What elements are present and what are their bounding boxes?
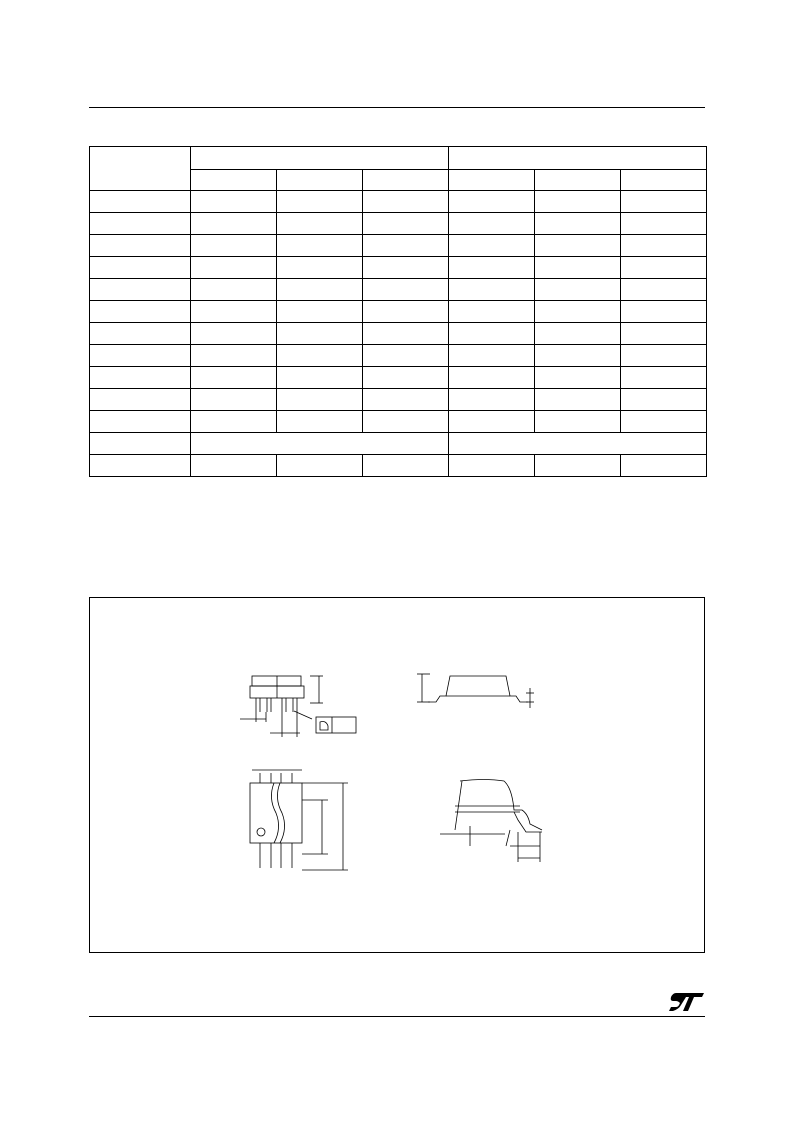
table-row xyxy=(90,323,707,345)
end-view xyxy=(240,676,356,737)
package-dimensions-table xyxy=(89,146,707,477)
subheader-cell xyxy=(449,170,535,191)
dimension-value-cell xyxy=(621,301,707,323)
dimension-value-cell xyxy=(277,213,363,235)
dimension-value-cell xyxy=(363,367,449,389)
dimension-value-cell xyxy=(363,235,449,257)
dimension-value-cell xyxy=(277,279,363,301)
dimension-value-cell xyxy=(449,367,535,389)
dimension-value-cell xyxy=(621,367,707,389)
table-row xyxy=(90,411,707,433)
table-header-row xyxy=(90,147,707,170)
table-row xyxy=(90,213,707,235)
st-logo-icon xyxy=(668,991,706,1013)
table-row xyxy=(90,367,707,389)
dimension-value-cell xyxy=(449,411,535,433)
dimension-value-cell xyxy=(535,279,621,301)
dimension-value-cell xyxy=(191,279,277,301)
dimension-value-cell xyxy=(621,389,707,411)
dimension-value-cell xyxy=(535,213,621,235)
dimension-value-cell xyxy=(363,455,449,477)
dimension-value-cell xyxy=(191,213,277,235)
dimension-value-cell xyxy=(277,455,363,477)
subheader-cell xyxy=(535,170,621,191)
dimension-label-cell xyxy=(90,433,191,455)
dimension-label-cell xyxy=(90,367,191,389)
dimension-value-cell xyxy=(191,191,277,213)
dimension-value-cell xyxy=(449,213,535,235)
dimension-value-cell xyxy=(621,455,707,477)
dimension-value-cell xyxy=(449,323,535,345)
table-row xyxy=(90,301,707,323)
table-row xyxy=(90,433,707,455)
dimension-value-cell xyxy=(363,213,449,235)
dimension-value-cell xyxy=(621,257,707,279)
dimension-value-cell xyxy=(191,345,277,367)
dimension-value-cell xyxy=(535,323,621,345)
table-row xyxy=(90,279,707,301)
dimension-label-cell xyxy=(90,213,191,235)
dimension-value-cell xyxy=(535,191,621,213)
dimension-label-cell xyxy=(90,389,191,411)
dimension-value-cell xyxy=(277,389,363,411)
dimension-value-cell xyxy=(535,235,621,257)
dimension-label-cell xyxy=(90,345,191,367)
dimension-value-cell xyxy=(191,235,277,257)
dimension-value-cell xyxy=(277,367,363,389)
dimension-label-cell xyxy=(90,191,191,213)
table-row xyxy=(90,455,707,477)
subheader-cell xyxy=(363,170,449,191)
dimension-value-cell xyxy=(449,455,535,477)
dimension-value-cell xyxy=(363,323,449,345)
dimension-value-cell xyxy=(191,433,449,455)
dimension-value-cell xyxy=(277,191,363,213)
dimension-value-cell xyxy=(449,257,535,279)
footer-rule xyxy=(89,1016,705,1017)
dimension-value-cell xyxy=(277,301,363,323)
side-view xyxy=(417,674,534,708)
dimension-value-cell xyxy=(277,235,363,257)
dimension-value-cell xyxy=(363,279,449,301)
dimension-value-cell xyxy=(535,257,621,279)
dimension-label-cell xyxy=(90,455,191,477)
dimension-value-cell xyxy=(449,345,535,367)
dimension-value-cell xyxy=(363,389,449,411)
mechanical-drawing-svg xyxy=(90,598,704,952)
dimension-value-cell xyxy=(191,389,277,411)
dimension-header-cell xyxy=(90,147,191,191)
dimension-value-cell xyxy=(277,257,363,279)
dimension-value-cell xyxy=(449,191,535,213)
dimension-value-cell xyxy=(363,257,449,279)
dimension-value-cell xyxy=(363,191,449,213)
dimension-value-cell xyxy=(277,323,363,345)
dimension-value-cell xyxy=(535,301,621,323)
dimension-value-cell xyxy=(621,235,707,257)
dimension-value-cell xyxy=(191,455,277,477)
dimension-label-cell xyxy=(90,235,191,257)
subheader-cell xyxy=(191,170,277,191)
inches-group-header xyxy=(449,147,707,170)
lead-detail-view xyxy=(440,780,542,863)
dimension-value-cell xyxy=(449,301,535,323)
dimension-value-cell xyxy=(449,433,707,455)
dimension-value-cell xyxy=(535,389,621,411)
dimension-value-cell xyxy=(191,367,277,389)
dimension-value-cell xyxy=(621,411,707,433)
dimension-value-cell xyxy=(363,345,449,367)
dimension-value-cell xyxy=(621,279,707,301)
dimension-value-cell xyxy=(363,411,449,433)
table-body xyxy=(90,147,707,477)
dimension-value-cell xyxy=(535,367,621,389)
subheader-cell xyxy=(621,170,707,191)
table-row xyxy=(90,191,707,213)
dimension-label-cell xyxy=(90,257,191,279)
dimension-value-cell xyxy=(191,411,277,433)
header-rule xyxy=(89,107,705,108)
dimension-value-cell xyxy=(535,455,621,477)
top-view xyxy=(250,770,348,870)
dimension-value-cell xyxy=(621,323,707,345)
dimension-value-cell xyxy=(191,323,277,345)
dimension-value-cell xyxy=(535,411,621,433)
dimension-label-cell xyxy=(90,411,191,433)
dimension-label-cell xyxy=(90,323,191,345)
table-row xyxy=(90,345,707,367)
dimension-value-cell xyxy=(535,345,621,367)
table-row xyxy=(90,235,707,257)
dimension-value-cell xyxy=(277,411,363,433)
dimension-value-cell xyxy=(449,235,535,257)
dimension-value-cell xyxy=(621,191,707,213)
dimension-value-cell xyxy=(621,213,707,235)
dimension-value-cell xyxy=(449,279,535,301)
dimension-value-cell xyxy=(363,301,449,323)
subheader-cell xyxy=(277,170,363,191)
dimension-value-cell xyxy=(449,389,535,411)
table-row xyxy=(90,257,707,279)
package-outline-drawing xyxy=(89,597,705,953)
dimension-value-cell xyxy=(191,257,277,279)
table-row xyxy=(90,389,707,411)
millimeters-group-header xyxy=(191,147,449,170)
dimension-label-cell xyxy=(90,279,191,301)
dimension-value-cell xyxy=(621,345,707,367)
dimension-label-cell xyxy=(90,301,191,323)
dimension-value-cell xyxy=(191,301,277,323)
dimension-value-cell xyxy=(277,345,363,367)
